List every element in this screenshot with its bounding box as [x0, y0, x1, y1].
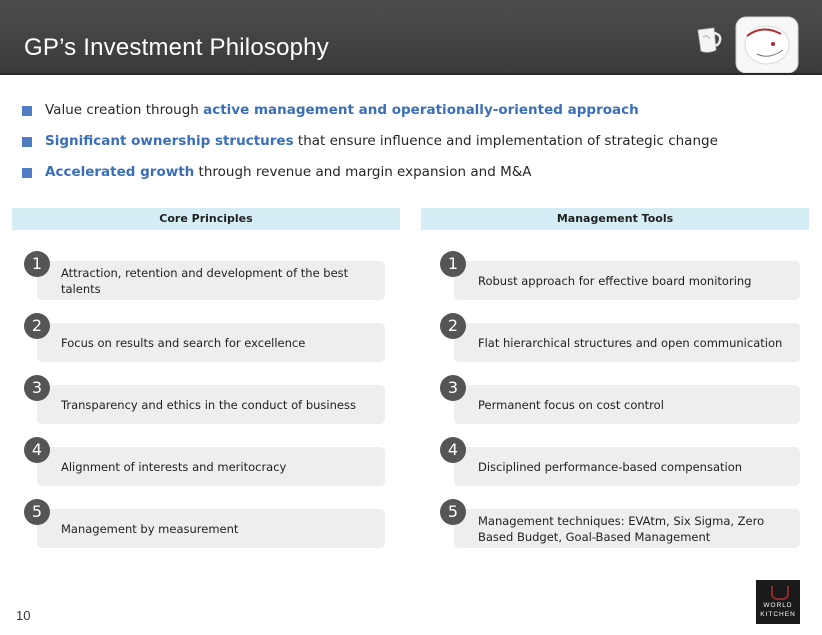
number-badge: 3 — [440, 375, 466, 401]
management-tools-header: Management Tools — [421, 208, 809, 230]
number-badge: 1 — [24, 251, 50, 277]
management-tool-row — [454, 447, 800, 486]
bullet-post: through revenue and margin expansion and M&A — [194, 164, 532, 180]
header-bar — [0, 0, 822, 73]
page-title: GP’s Investment Philosophy — [24, 34, 329, 61]
row-text: Attraction, retention and development of the best talents — [61, 265, 349, 296]
bullet-list — [22, 102, 802, 195]
bullet-item — [22, 102, 802, 133]
number-badge: 4 — [440, 437, 466, 463]
bullet-highlight: Accelerated growth — [45, 164, 195, 180]
management-tool-row — [454, 323, 800, 362]
square-bullet-icon — [22, 168, 32, 178]
row-text: Flat hierarchical structures and open communication — [478, 335, 783, 350]
row-text: Permanent focus on cost control — [478, 397, 664, 412]
bullet-post: that ensure influence and implementation of strategic change — [293, 133, 718, 149]
core-principles-header: Core Principles — [12, 208, 400, 230]
row-text: Management techniques: EVAtm, Six Sigma, Zero Based Budget, Goal-Based Management — [478, 513, 765, 544]
row-text: Disciplined performance-based compensation — [478, 459, 743, 474]
number-badge: 1 — [440, 251, 466, 277]
row-text: Robust approach for effective board monitoring — [478, 273, 752, 288]
logo-text-line1: WORLD — [763, 602, 793, 609]
bullet-text — [45, 164, 532, 180]
row-text: Alignment of interests and meritocracy — [61, 459, 287, 474]
bullet-highlight: active management and operationally-oriented approach — [203, 102, 639, 118]
bullet-highlight: Significant ownership structures — [45, 133, 294, 149]
number-badge: 2 — [440, 313, 466, 339]
bullet-text — [45, 133, 718, 149]
number-badge: 5 — [24, 499, 50, 525]
core-principle-row — [37, 385, 385, 424]
row-text: Management by measurement — [61, 521, 239, 536]
management-tool-row — [454, 509, 800, 548]
core-principle-row — [37, 447, 385, 486]
management-tool-row — [454, 385, 800, 424]
logo-cup-icon — [771, 586, 789, 600]
number-badge: 4 — [24, 437, 50, 463]
bullet-text — [45, 102, 639, 118]
bullet-pre: Value creation through — [45, 102, 204, 118]
mug-icon — [692, 24, 726, 58]
square-bullet-icon — [22, 137, 32, 147]
row-text: Focus on results and search for excellence — [61, 335, 306, 350]
number-badge: 5 — [440, 499, 466, 525]
number-badge: 2 — [24, 313, 50, 339]
number-badge: 3 — [24, 375, 50, 401]
square-bullet-icon — [22, 106, 32, 116]
page-number: 10 — [16, 608, 31, 623]
header-divider — [0, 73, 822, 75]
core-principle-row — [37, 509, 385, 548]
bullet-item — [22, 164, 802, 195]
core-principle-row — [37, 261, 385, 300]
row-text: Transparency and ethics in the conduct of business — [61, 397, 356, 412]
core-principle-row — [37, 323, 385, 362]
management-tool-row — [454, 261, 800, 300]
bullet-item — [22, 133, 802, 164]
plate-icon — [733, 14, 801, 76]
logo-text-line2: KITCHEN — [760, 611, 796, 618]
world-kitchen-logo — [756, 580, 800, 624]
